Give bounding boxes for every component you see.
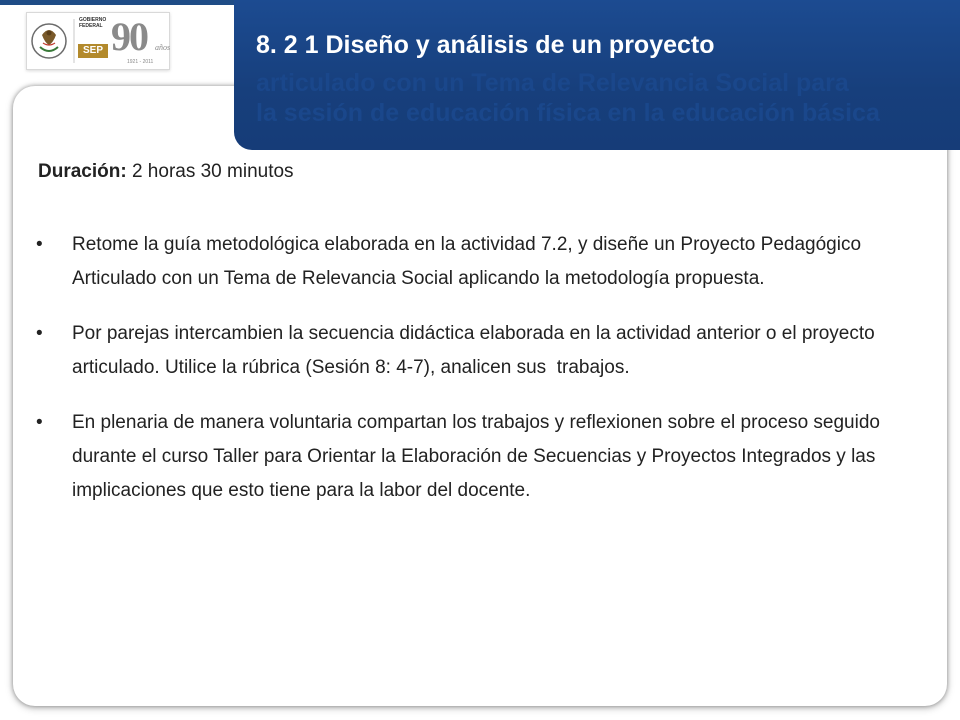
bullet-text: Retome la guía metodológica elaborada en la actividad 7.2, y diseñe un Proyecto Pedagógico Articulado con un Tema de Relevancia Social aplicando la metodología propuesta. bbox=[72, 234, 862, 289]
duration-line bbox=[38, 158, 294, 186]
anniversary-word: años bbox=[155, 43, 171, 52]
list-item bbox=[36, 317, 886, 385]
anniversary-years: 1921 - 2011 bbox=[127, 59, 154, 65]
bullet-text: Por parejas intercambien la secuencia didáctica elaborada en la actividad anterior o el proyecto articulado. Utilice la rúbrica (Sesión 8: 4-7), analicen sus trabajos. bbox=[72, 323, 880, 378]
sep-90-anos-logo bbox=[26, 12, 170, 70]
duration-value: 2 horas 30 minutos bbox=[126, 161, 294, 182]
title-line-1: 8. 2 1 Diseño y análisis de un proyecto bbox=[256, 31, 715, 59]
bullet-icon: • bbox=[36, 412, 43, 433]
activity-bullet-list bbox=[36, 228, 886, 529]
bullet-text: En plenaria de manera voluntaria compartan los trabajos y reflexionen sobre el proceso seguido durante el curso Taller para Orientar la Elaboración de Secuencias y Proyectos Integrados y las implicaciones que esto tiene para la labor del docente. bbox=[72, 412, 880, 501]
list-item bbox=[36, 406, 886, 508]
title-line-2: articulado con un Tema de Relevancia Social para bbox=[256, 69, 849, 97]
bullet-icon: • bbox=[36, 234, 43, 255]
list-item bbox=[36, 228, 886, 296]
title-continuation bbox=[256, 68, 956, 128]
bullet-icon: • bbox=[36, 323, 43, 344]
government-label: GOBIERNO FEDERAL bbox=[79, 17, 107, 29]
title-line-3: la sesión de educación física en la educación básica bbox=[256, 99, 880, 127]
duration-label: Duración: bbox=[38, 161, 127, 182]
anniversary-number: 90 bbox=[111, 14, 147, 59]
sep-label: SEP bbox=[78, 44, 108, 58]
